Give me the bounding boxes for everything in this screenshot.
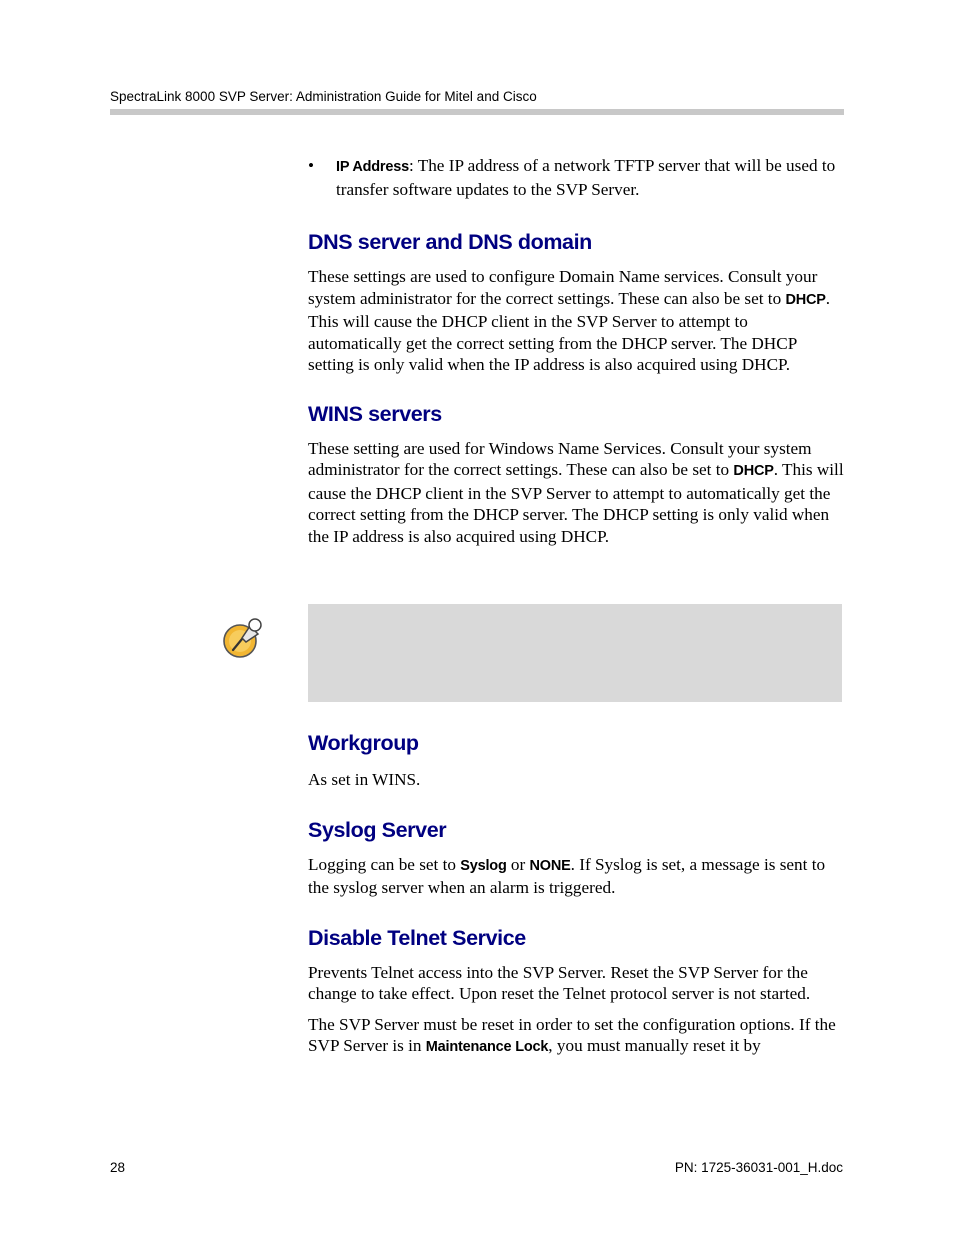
heading-wins: WINS servers [308, 401, 442, 426]
page-header-title: SpectraLink 8000 SVP Server: Administration Guide for Mitel and Cisco [110, 89, 537, 104]
paragraph-telnet-2 [308, 1014, 844, 1059]
keyword-dhcp: DHCP [733, 463, 774, 479]
paragraph-wins [308, 438, 844, 548]
heading-workgroup: Workgroup [308, 731, 419, 755]
note-box [308, 604, 842, 702]
bullet-marker: • [308, 156, 315, 175]
paragraph-telnet-2-text-b: , you must manually reset it by [548, 1036, 761, 1055]
paragraph-syslog [308, 854, 844, 899]
paragraph-telnet-2-text-a: The SVP Server must be reset in order to set the configuration options. If the SVP Server is in [308, 1014, 836, 1055]
keyword-syslog: Syslog [460, 857, 507, 874]
heading-dns: DNS server and DNS domain [308, 230, 592, 254]
paragraph-workgroup: As set in WINS. [308, 770, 421, 789]
paragraph-dns-text-b: . This will cause the DHCP client in the SVP Server to attempt to automatically get the correct setting from the DHCP server. The DHCP setting is only valid when the IP address is also acquired using DHCP. [308, 288, 831, 374]
keyword-none: NONE [529, 857, 571, 874]
paragraph-syslog-text-mid: or [506, 854, 530, 874]
keyword-maintenance-lock: Maintenance Lock [425, 1039, 549, 1055]
paragraph-dns-text-a: These settings are used to configure Domain Name services. Consult your system administrator for the correct settings. These can also be set to [308, 267, 818, 308]
paragraph-syslog-text-a: Logging can be set to [308, 854, 461, 874]
bullet-text: : The IP address of a network TFTP server that will be used to transfer software updates to the SVP Server. [336, 156, 836, 199]
paragraph-telnet-1: Prevents Telnet access into the SVP Server. Reset the SVP Server for the change to take effect. Upon reset the Telnet protocol server is not started. [308, 962, 811, 1003]
bullet-term: IP Address [336, 159, 409, 175]
keyword-dhcp: DHCP [785, 291, 826, 308]
header-rule [110, 109, 844, 115]
paragraph-wins-text-b: . This will cause the DHCP client in the SVP Server to attempt to automatically get the correct setting from the DHCP server. The DHCP setting is only valid when the IP address is also acquired using DHCP. [308, 460, 844, 546]
page-content [308, 155, 844, 547]
pushpin-note-icon [220, 614, 266, 660]
paragraph-dns [308, 266, 844, 376]
page-number: 28 [110, 1160, 126, 1175]
paragraph-wins-text-a: These setting are used for Windows Name Services. Consult your system administrator for the correct settings. These can also be set to [308, 438, 812, 479]
bullet-item-ip-address [308, 155, 844, 200]
heading-syslog: Syslog Server [308, 817, 447, 842]
paragraph-syslog-text-b: . If Syslog is set, a message is sent to the syslog server when an alarm is triggered. [308, 854, 826, 897]
page-content-lower [308, 731, 844, 1059]
heading-telnet: Disable Telnet Service [308, 925, 526, 950]
part-number: PN: 1725-36031-001_H.doc [674, 1160, 843, 1175]
